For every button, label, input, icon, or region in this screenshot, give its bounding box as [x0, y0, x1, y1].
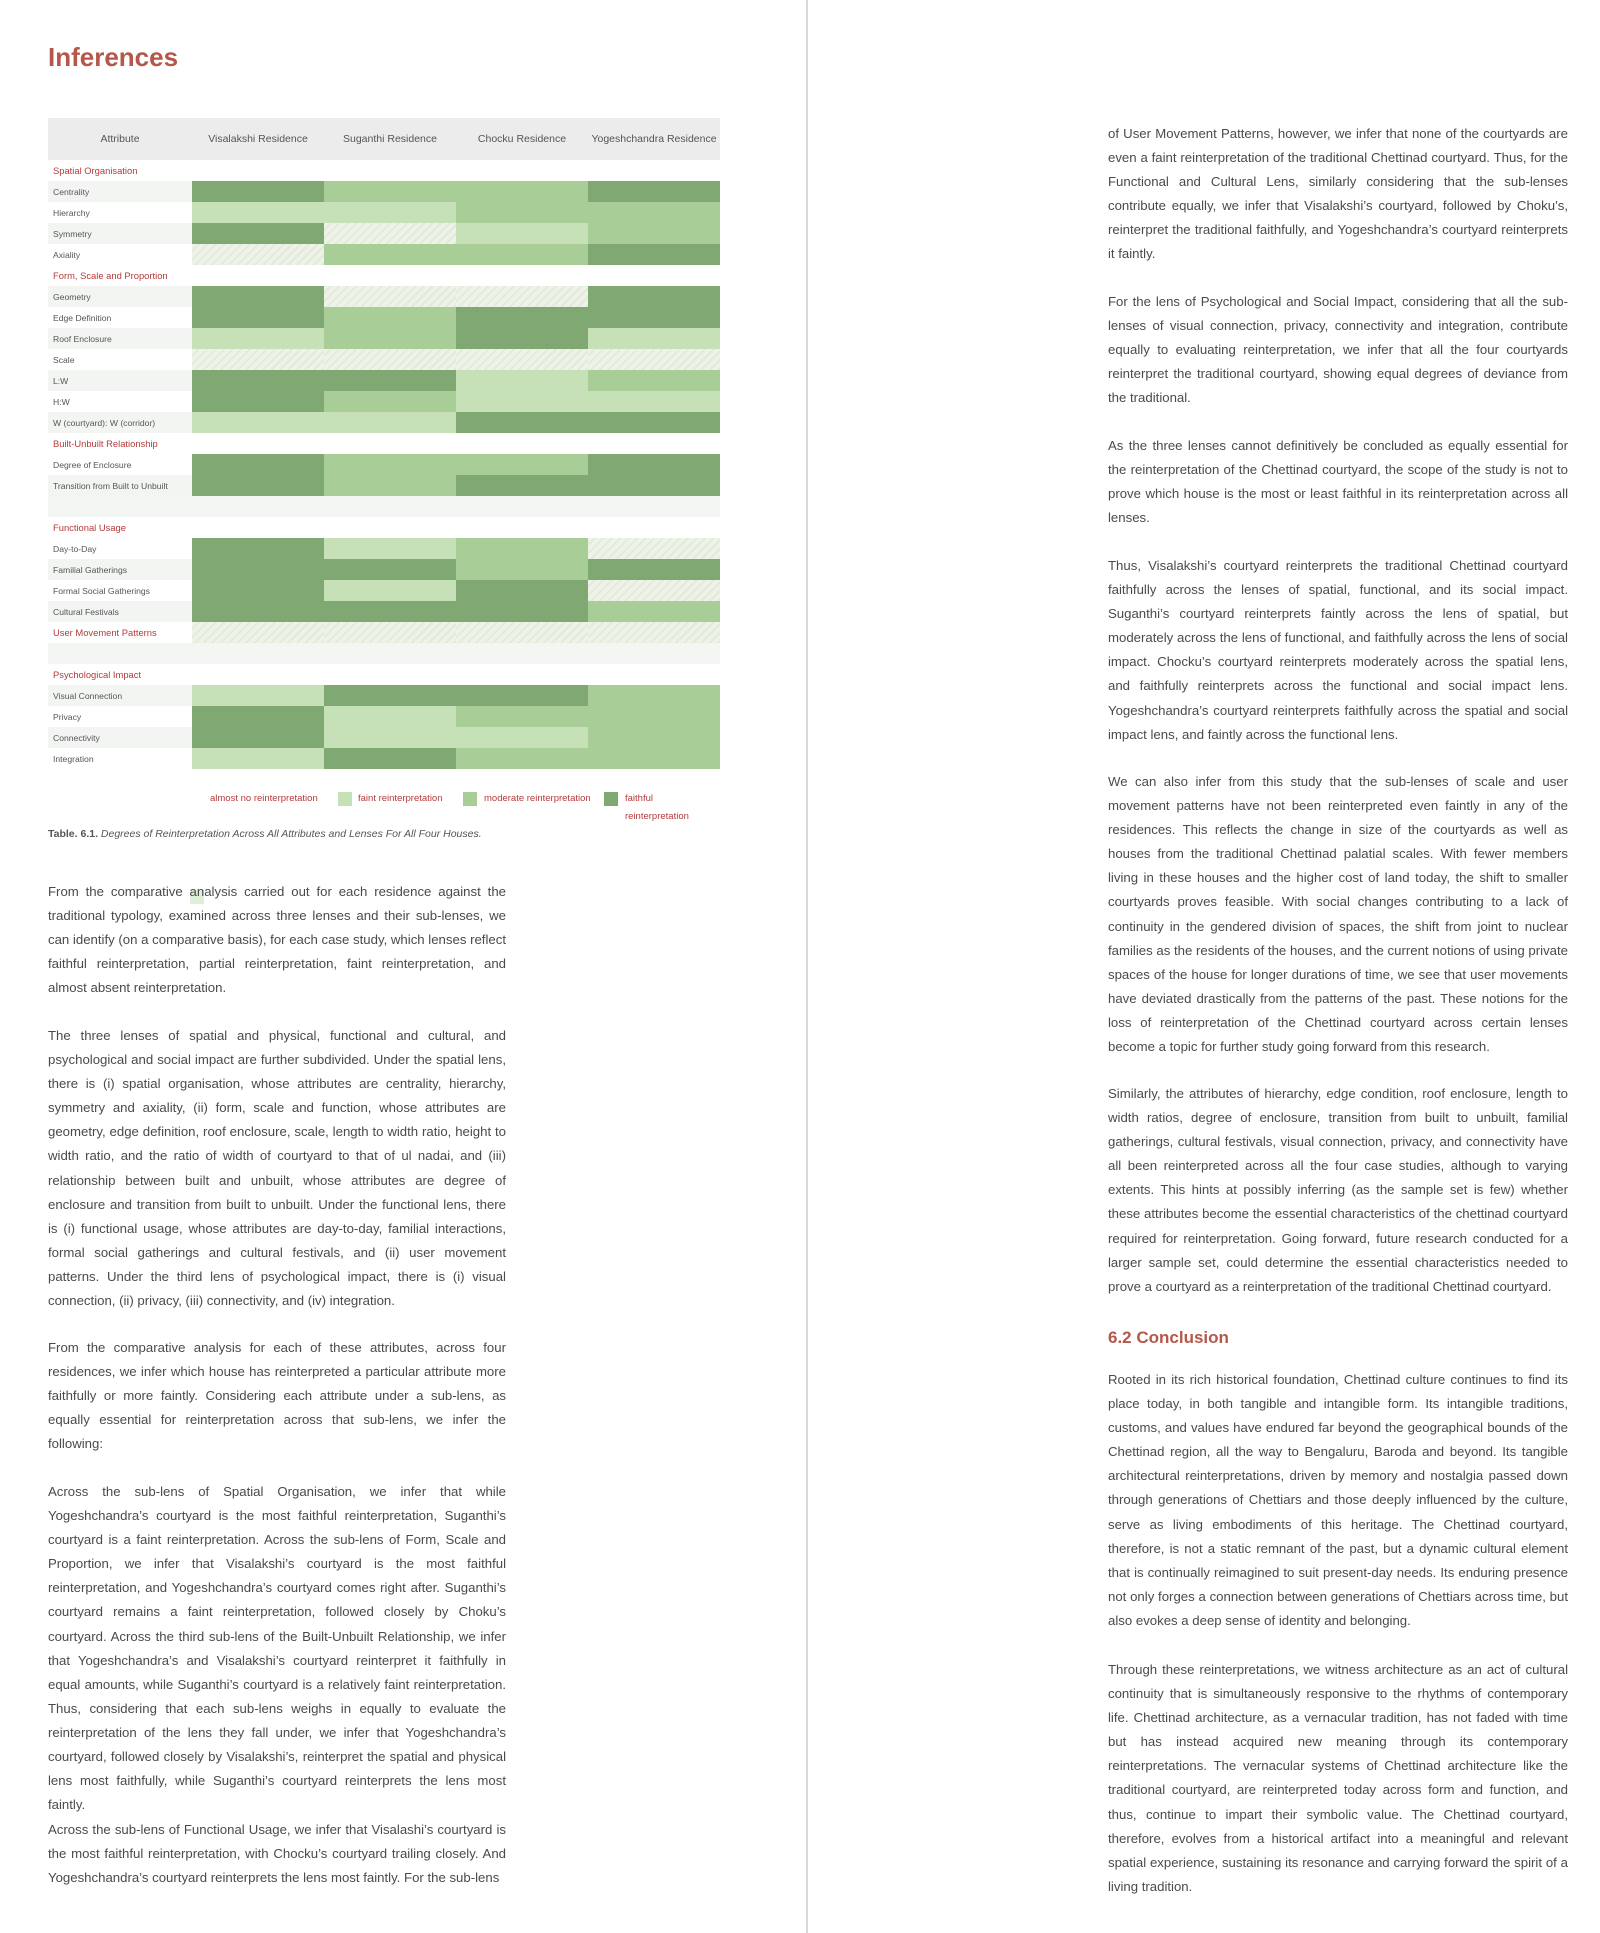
table-level-cell [324, 706, 456, 727]
table-attribute-label: W (courtyard): W (corridor) [48, 412, 192, 433]
table-row [48, 475, 720, 496]
table-attribute-label: Privacy [48, 706, 192, 727]
table-level-cell [324, 202, 456, 223]
table-attribute-label: Roof Enclosure [48, 328, 192, 349]
table-row [48, 580, 720, 601]
table-attribute-label: Transition from Built to Unbuilt [48, 475, 192, 496]
table-row [48, 706, 720, 727]
table-attribute-label: Axiality [48, 244, 192, 265]
table-attribute-label: Day-to-Day [48, 538, 192, 559]
table-section-label: Spatial Organisation [48, 160, 720, 181]
table-row [48, 202, 720, 223]
table-row [48, 349, 720, 370]
table-level-cell [588, 349, 720, 370]
table-row [48, 454, 720, 475]
table-level-cell [588, 601, 720, 622]
table-attribute-label: Centrality [48, 181, 192, 202]
table-level-cell [324, 391, 456, 412]
table-attribute-label: Connectivity [48, 727, 192, 748]
table-level-cell [324, 475, 456, 496]
table-level-cell [324, 622, 456, 643]
table-section-row [48, 517, 720, 538]
paragraph-functional-usage: Across the sub-lens of Functional Usage, we infer that Visalashi’s courtyard is the most faithful reinterpretation, with Chocku’s courtyard trailing closely. And Yogeshchandra’s courtyard reinterprets the lens most faintly. For the sub-lens [48, 1822, 506, 1886]
paragraph-three-lenses-scope: As the three lenses cannot definitively be concluded as equally essential for the reinterpretation of the Chettinad courtyard, the scope of the study is not to prove which house is the most or least faithful in its reinterpretation across all lenses. [1108, 438, 1568, 526]
table-level-cell [192, 580, 324, 601]
table-level-cell [456, 706, 588, 727]
table-level-cell [588, 370, 720, 391]
table-level-cell [192, 349, 324, 370]
paragraph-hierarchy-attributes: Similarly, the attributes of hierarchy, edge condition, roof enclosure, length to width ratios, degree of enclosure, transition from built to unbuilt, familial gatherings, cultural festivals, visual connection, privacy, and connectivity have all been reinterpreted across all the four case studies, although to varying extents. This hints at possibly inferring (as the sample set is few) whether these attributes become the essential characteristics of the chettinad courtyard required for reinterpretation. Going forward, future research conducted for a larger sample set, could determine the essential characteristics needed to prove a courtyard as a reinterpretation of the traditional Chettinad courtyard. [1108, 1086, 1568, 1294]
paragraph-scale-user-movement: We can also infer from this study that the sub-lenses of scale and user movement patterns have not been reinterpreted even faintly in any of the residences. This reflects the change in size of the courtyards as well as houses from the traditional Chettinad palatial scales. With fewer members living in these houses and the higher cost of land today, the shift to smaller courtyards proves feasible. With social changes contributing to a lack of continuity in the gendered division of spaces, the shift from joint to nuclear families as the residents of the houses, and the current notions of using private spaces of the house for longer durations of time, we see that user movements have deviated drastically from the patterns of the past. These notions for the loss of reinterpretation of the Chettinad courtyard across certain lenses become a topic for further study going forward from this research. [1108, 774, 1568, 1055]
table-level-cell [456, 412, 588, 433]
header-suganthi: Suganthi Residence [324, 118, 456, 160]
paragraph-comparative-analysis: From the comparative analysis carried out for each residence against the traditional typology, examined across three lenses and their sub-lenses, we can identify (on a comparative basis), for each case study, which lenses reflect faithful reinterpretation, partial reinterpretation, faint reinterpretation, and almost absent reinterpretation. [48, 884, 506, 996]
table-level-cell [192, 328, 324, 349]
table-level-cell [324, 538, 456, 559]
paragraph-attributes-inference: From the comparative analysis for each of these attributes, across four residences, we infer which house has reinterpreted a particular attribute more faithfully or more faintly. Considering each attribute under a sub-lens, as equally essential for reinterpretation across that sub-lens, we infer the following: [48, 1340, 506, 1452]
table-level-cell [324, 601, 456, 622]
table-attribute-label: Edge Definition [48, 307, 192, 328]
table-row [48, 181, 720, 202]
table-level-cell [324, 223, 456, 244]
table-level-cell [324, 748, 456, 769]
paragraph-three-lenses: The three lenses of spatial and physical, functional and cultural, and psychological and social impact are further subdivided. Under the spatial lens, there is (i) spatial organisation, whose attributes are centrality, hierarchy, symmetry and axiality, (ii) form, scale and function, whose attributes are geometry, edge definition, roof enclosure, scale, length to width ratio, height to width ratio, and the ratio of width of courtyard to that of ul nadai, and (iii) relationship between built and unbuilt, whose attributes are degree of enclosure and transition from built to unbuilt. Under the functional lens, there is (i) functional usage, whose attributes are day-to-day, familial interactions, formal social gatherings and cultural festivals, and (ii) user movement patterns. Under the third lens of psychological impact, there is (i) visual connection, (ii) privacy, (iii) connectivity, and (iv) integration. [48, 1028, 506, 1309]
legend-moderate: moderate reinterpretation [484, 793, 591, 804]
table-level-cell [588, 622, 720, 643]
caption-label: Table. 6.1. [48, 828, 98, 840]
table-spacer-row [48, 496, 720, 517]
table-attribute-label: H:W [48, 391, 192, 412]
table-level-cell [456, 475, 588, 496]
table-attribute-label: Familial Gatherings [48, 559, 192, 580]
table-attribute-label: Degree of Enclosure [48, 454, 192, 475]
table-level-cell [324, 244, 456, 265]
table-level-cell [192, 412, 324, 433]
table-section-row [48, 160, 720, 181]
section-title-conclusion: 6.2 Conclusion [1108, 1328, 1229, 1347]
table-level-cell [456, 580, 588, 601]
table-section-row [48, 265, 720, 286]
table-level-cell [456, 601, 588, 622]
table-level-cell [588, 244, 720, 265]
table-level-cell [588, 706, 720, 727]
table-row [48, 223, 720, 244]
table-level-cell [588, 223, 720, 244]
table-row [48, 727, 720, 748]
table-row [48, 748, 720, 769]
table-section-row [48, 433, 720, 454]
table-level-cell [192, 202, 324, 223]
table-level-cell [324, 727, 456, 748]
table-level-cell [456, 685, 588, 706]
table-row [48, 559, 720, 580]
table-header-row [48, 118, 720, 160]
reinterpretation-table [48, 118, 720, 769]
paragraph-conclusion-reinterpretations: Through these reinterpretations, we witness architecture as an act of cultural continuity that is simultaneously responsive to the rhythms of contemporary life. Chettinad architecture, as a vernacular tradition, has not faded with time but has instead acquired new meaning through its contemporary reinterpretations. The vernacular systems of Chettinad architecture like the traditional courtyard, are reinterpreted today across form and function, and thus, continue to impart their symbolic value. The Chettinad courtyard, therefore, evolves from a historical artifact into a meaningful and relevant spatial experience, sustaining its resonance and carrying forward the spirit of a living tradition. [1108, 1662, 1568, 1894]
table-level-cell [456, 559, 588, 580]
table-level-cell [192, 370, 324, 391]
paragraph-user-movement: of User Movement Patterns, however, we infer that none of the courtyards are even a faint reinterpretation of the traditional Chettinad courtyard. Thus, for the Functional and Cultural Lens, similarly considering that the sub-lenses contribute equally, we infer that Visalakshi’s courtyard, followed by Choku’s, reinterpret the traditional faithfully, and Yogeshchandra’s courtyard reinterprets it faintly. [1108, 126, 1568, 262]
table-attribute-label: Symmetry [48, 223, 192, 244]
table-level-cell [588, 391, 720, 412]
header-chocku: Chocku Residence [456, 118, 588, 160]
table-level-cell [588, 286, 720, 307]
table-level-cell [324, 580, 456, 601]
table-level-cell [324, 286, 456, 307]
table-level-cell [192, 601, 324, 622]
table-level-cell [192, 559, 324, 580]
table-level-cell [456, 349, 588, 370]
table-level-cell [456, 727, 588, 748]
table-level-cell [588, 202, 720, 223]
table-attribute-label: Scale [48, 349, 192, 370]
table-level-cell [456, 286, 588, 307]
table-level-cell [588, 328, 720, 349]
table-spacer-cell [48, 496, 720, 517]
caption-text: Degrees of Reinterpretation Across All Attributes and Lenses For All Four Houses. [100, 828, 482, 840]
table-spacer-row [48, 643, 720, 664]
table-attribute-label: Integration [48, 748, 192, 769]
table-level-cell [456, 454, 588, 475]
table-attribute-label: Formal Social Gatherings [48, 580, 192, 601]
table-level-cell [324, 454, 456, 475]
table-section-row [48, 664, 720, 685]
table-attribute-label: User Movement Patterns [48, 622, 192, 643]
paragraph-conclusion-rooted: Rooted in its rich historical foundation, Chettinad culture continues to find its place today, in both tangible and intangible form. Its intangible traditions, customs, and values have endured far beyond the geographical bounds of the Chettinad region, all the way to Bengaluru, Baroda and beyond. Its tangible architectural reinterpretations, driven by memory and nostalgia passed down through generations of Chettiars and those deeply influenced by the culture, serve as living embodiments of this heritage. The Chettinad courtyard, therefore, is not a static remnant of the past, but a dynamic cultural element that is continually reimagined to suit present-day needs. Its enduring presence not only forges a connection between generations of Chettiars across time, but also evokes a deep sense of identity and belonging. [1108, 1372, 1568, 1628]
table-level-cell [192, 748, 324, 769]
header-yogeshchandra: Yogeshchandra Residence [588, 118, 720, 160]
table-level-cell [588, 454, 720, 475]
table-level-cell [192, 391, 324, 412]
table-section-label: Built-Unbuilt Relationship [48, 433, 720, 454]
table-level-cell [456, 622, 588, 643]
table-body [48, 160, 720, 769]
legend-swatch-faithful [604, 792, 618, 806]
table-level-cell [192, 244, 324, 265]
table-level-cell [456, 307, 588, 328]
table-level-cell [324, 412, 456, 433]
header-attribute: Attribute [48, 118, 192, 160]
table-level-cell [192, 685, 324, 706]
table-level-cell [456, 748, 588, 769]
table-level-cell [324, 181, 456, 202]
table-row [48, 622, 720, 643]
table-attribute-label: Cultural Festivals [48, 601, 192, 622]
table-level-cell [456, 244, 588, 265]
table-level-cell [588, 307, 720, 328]
table-level-cell [456, 538, 588, 559]
table-row [48, 412, 720, 433]
table-row [48, 328, 720, 349]
legend-almost-none: almost no reinterpretation [210, 793, 318, 804]
table-spacer-cell [48, 643, 720, 664]
table-level-cell [588, 748, 720, 769]
table-level-cell [324, 370, 456, 391]
table-attribute-label: Visual Connection [48, 685, 192, 706]
table-level-cell [324, 328, 456, 349]
table-level-cell [588, 181, 720, 202]
table-row [48, 391, 720, 412]
paragraph-psychological: For the lens of Psychological and Social Impact, considering that all the sub-lenses of visual connection, privacy, connectivity and integration, contribute equally to evaluating reinterpretation, we infer that all the four courtyards reinterpret the traditional courtyard, showing equal degrees of deviance from the traditional. [1108, 294, 1568, 406]
table-level-cell [192, 286, 324, 307]
table-level-cell [192, 622, 324, 643]
table-level-cell [192, 538, 324, 559]
paragraph-courtyard-summary: Thus, Visalakshi’s courtyard reinterprets the traditional Chettinad courtyard faithfully across the lenses of spatial, functional, and its social impact. Suganthi’s courtyard reinterprets faintly across the lens of spatial, but moderately across the lens of functional, and faithfully across the lens of social impact. Chocku’s courtyard reinterprets moderately across the spatial lens, and faithfully reinterprets across the functional and social impact lens. Yogeshchandra’s courtyard reinterprets faithfully across the spatial and social impact lens, and faintly across the functional lens. [1108, 558, 1568, 742]
table-section-label: Psychological Impact [48, 664, 720, 685]
table-level-cell [192, 307, 324, 328]
table-caption [48, 828, 482, 840]
table-level-cell [456, 328, 588, 349]
table-attribute-label: Geometry [48, 286, 192, 307]
table-level-cell [456, 370, 588, 391]
table-level-cell [588, 475, 720, 496]
table-legend [198, 790, 718, 822]
table-level-cell [324, 559, 456, 580]
legend-faint: faint reinterpretation [358, 793, 443, 804]
table-row [48, 601, 720, 622]
table-attribute-label: Hierarchy [48, 202, 192, 223]
table-level-cell [192, 727, 324, 748]
table-section-label: Functional Usage [48, 517, 720, 538]
table-level-cell [456, 202, 588, 223]
table-level-cell [456, 181, 588, 202]
table-level-cell [588, 685, 720, 706]
table-row [48, 538, 720, 559]
table-level-cell [456, 391, 588, 412]
page-heading: Inferences [48, 42, 179, 72]
table-level-cell [192, 181, 324, 202]
table-row [48, 244, 720, 265]
right-page [808, 0, 1600, 1933]
table-level-cell [192, 454, 324, 475]
table-level-cell [192, 475, 324, 496]
table-section-label: Form, Scale and Proportion [48, 265, 720, 286]
legend-faithful: faithful reinterpretation [625, 793, 689, 822]
legend-swatch-faint [338, 792, 352, 806]
table-row [48, 370, 720, 391]
table-level-cell [324, 307, 456, 328]
header-visalakshi: Visalakshi Residence [192, 118, 324, 160]
table-level-cell [192, 706, 324, 727]
table-level-cell [456, 223, 588, 244]
paragraph-spatial-organisation: Across the sub-lens of Spatial Organisation, we infer that while Yogeshchandra’s courtyard is the most faithful reinterpretation, Suganthi’s courtyard is a faint reinterpretation. Across the sub-lens of Form, Scale and Proportion, we infer that Visalakshi’s courtyard is the most faithful reinterpretation, and Yogeshchandra’s courtyard comes right after. Suganthi’s courtyard remains a faint reinterpretation, followed closely by Choku’s courtyard. Across the third sub-lens of the Built-Unbuilt Relationship, we infer that Yogeshchandra’s and Visalakshi’s courtyard reinterpret it faithfully in equal amounts, while Suganthi’s courtyard is a relatively faint reinterpretation. Thus, considering that each sub-lens weighs in equally to evaluate the reinterpretation of the lens they fall under, we infer that Yogeshchandra’s courtyard, followed closely by Visalakshi’s, reinterpret the spatial and physical lens most faithfully, while Suganthi’s courtyard reinterprets the lens most faintly. [48, 1484, 506, 1813]
table-level-cell [588, 538, 720, 559]
table-level-cell [588, 727, 720, 748]
table-row [48, 307, 720, 328]
table-level-cell [192, 223, 324, 244]
table-attribute-label: L:W [48, 370, 192, 391]
table-row [48, 685, 720, 706]
table-level-cell [588, 559, 720, 580]
table-level-cell [324, 349, 456, 370]
table-level-cell [324, 685, 456, 706]
table-level-cell [588, 580, 720, 601]
table-level-cell [588, 412, 720, 433]
table-row [48, 286, 720, 307]
legend-swatch-moderate [463, 792, 477, 806]
